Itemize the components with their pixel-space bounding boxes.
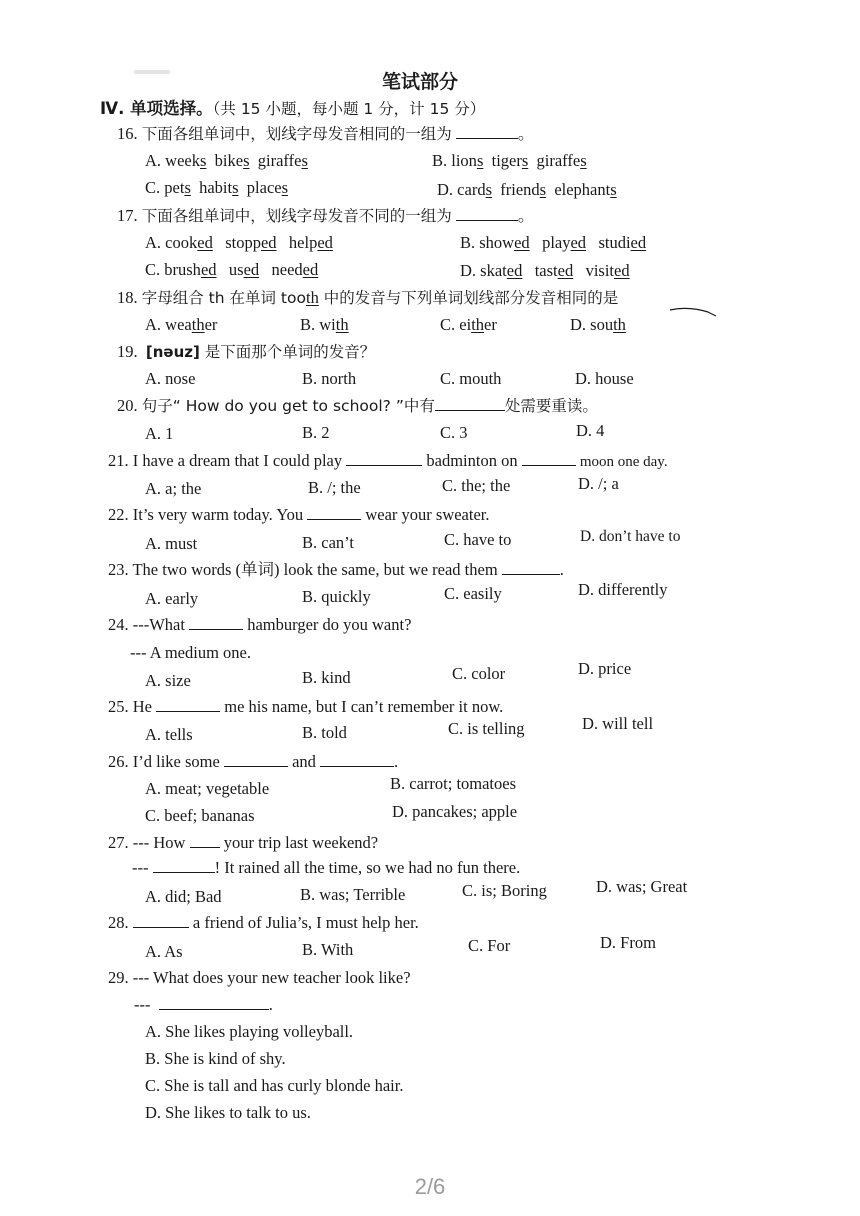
question-29 bbox=[108, 968, 411, 988]
option-29-a: A. She likes playing volleyball. bbox=[145, 1022, 354, 1041]
section-label: Ⅳ. 单项选择。 bbox=[100, 99, 213, 118]
answer-blank bbox=[456, 124, 518, 139]
question-number: 17. bbox=[117, 206, 138, 225]
question-stem-pre: 字母组合 th 在单词 too bbox=[141, 289, 306, 307]
option-29-c: C. She is tall and has curly blonde hair. bbox=[145, 1076, 404, 1095]
option-word: habits bbox=[199, 178, 239, 197]
question-number: 23. bbox=[108, 560, 129, 579]
option-27-a: A. did; Bad bbox=[145, 887, 222, 906]
option-23-d: D. differently bbox=[578, 580, 668, 599]
option-letter: A. bbox=[145, 151, 162, 170]
question-27 bbox=[108, 833, 378, 853]
option-21-b: B. /; the bbox=[308, 478, 361, 497]
option-20-d: D. 4 bbox=[576, 421, 605, 440]
section-header bbox=[100, 99, 485, 119]
question-number: 28. bbox=[108, 913, 129, 932]
option-23-c: C. easily bbox=[444, 584, 502, 603]
question-19 bbox=[117, 342, 375, 362]
option-22-b: B. can’t bbox=[302, 533, 354, 552]
option-17-b bbox=[460, 233, 646, 253]
question-text: I have a dream that I could play bbox=[132, 451, 343, 470]
option-word: helped bbox=[288, 233, 333, 252]
option-word: lions bbox=[451, 151, 484, 170]
question-26 bbox=[108, 752, 398, 772]
answer-blank bbox=[522, 451, 576, 466]
question-number: 21. bbox=[108, 451, 129, 470]
question-number: 16. bbox=[117, 124, 138, 143]
option-18-c: C. either bbox=[440, 315, 497, 334]
answer-blank bbox=[190, 833, 220, 848]
question-23 bbox=[108, 560, 564, 580]
option-17-d bbox=[460, 261, 630, 281]
phonetic: [nəuz] bbox=[145, 343, 200, 361]
option-22-a: A. must bbox=[145, 534, 198, 553]
option-word: bikes bbox=[214, 151, 250, 170]
option-letter: B. bbox=[460, 233, 476, 252]
question-text: me his name, but I can’t remember it now. bbox=[224, 697, 504, 716]
option-25-c: C. is telling bbox=[448, 719, 525, 738]
option-28-b: B. With bbox=[302, 940, 354, 959]
question-text: --- How bbox=[132, 833, 186, 852]
option-20-c: C. 3 bbox=[440, 423, 468, 442]
question-text: --- What does your new teacher look like? bbox=[132, 968, 411, 987]
option-19-d: D. house bbox=[575, 369, 634, 388]
question-number: 22. bbox=[108, 505, 129, 524]
question-end: 。 bbox=[517, 124, 535, 143]
option-28-d: D. From bbox=[600, 933, 656, 952]
option-word: cooked bbox=[165, 233, 213, 252]
answer-blank bbox=[133, 913, 189, 928]
option-16-b bbox=[432, 151, 587, 171]
question-number: 29. bbox=[108, 968, 129, 987]
question-text: a friend of Julia’s, I must help her. bbox=[192, 913, 419, 932]
question-text: badminton on bbox=[426, 451, 518, 470]
question-16 bbox=[117, 124, 534, 144]
answer-blank bbox=[435, 396, 505, 411]
option-26-a: A. meat; vegetable bbox=[145, 779, 270, 798]
option-word: weeks bbox=[165, 151, 207, 170]
question-stem-post: 处需要重读。 bbox=[504, 397, 598, 415]
question-25 bbox=[108, 697, 503, 717]
option-word: skated bbox=[480, 261, 523, 280]
option-28-c: C. For bbox=[468, 936, 511, 955]
option-16-a bbox=[145, 151, 308, 171]
option-letter: D. bbox=[460, 261, 477, 280]
answer-blank bbox=[502, 560, 560, 575]
question-text: and bbox=[292, 752, 316, 771]
option-16-d bbox=[437, 180, 617, 200]
option-26-d: D. pancakes; apple bbox=[392, 802, 518, 821]
question-27-reply: --- ! It rained all the time, so we had no fun there. bbox=[132, 858, 521, 877]
question-21 bbox=[108, 451, 668, 472]
answer-blank bbox=[456, 206, 518, 221]
question-stem: 下面各组单词中，划线字母发音不同的一组为 bbox=[141, 207, 452, 225]
option-word: used bbox=[228, 260, 260, 279]
question-stem: 下面各组单词中，划线字母发音相同的一组为 bbox=[141, 125, 452, 143]
option-27-d: D. was; Great bbox=[596, 877, 688, 896]
option-20-a: A. 1 bbox=[145, 424, 174, 443]
option-letter: D. bbox=[437, 180, 454, 199]
option-letter: C. bbox=[145, 178, 161, 197]
answer-blank bbox=[307, 505, 361, 520]
question-text: It’s very warm today. You bbox=[132, 505, 304, 524]
page-number: 2/6 bbox=[414, 1174, 446, 1199]
option-24-c: C. color bbox=[452, 664, 506, 683]
option-20-b: B. 2 bbox=[302, 423, 330, 442]
option-word: cards bbox=[457, 180, 492, 199]
option-word: places bbox=[246, 178, 289, 197]
option-17-a bbox=[145, 233, 333, 253]
section-note: （共 15 小题，每小题 1 分，计 15 分） bbox=[212, 100, 486, 118]
question-text: your trip last weekend? bbox=[223, 833, 379, 852]
question-18 bbox=[117, 288, 618, 308]
question-20 bbox=[117, 396, 598, 416]
question-end: . bbox=[394, 752, 399, 771]
option-18-b: B. with bbox=[300, 315, 349, 334]
option-word: friends bbox=[500, 180, 547, 199]
option-25-d: D. will tell bbox=[582, 714, 654, 733]
question-number: 25. bbox=[108, 697, 129, 716]
question-28 bbox=[108, 913, 419, 933]
option-word: elephants bbox=[554, 180, 617, 199]
option-18-d: D. south bbox=[570, 315, 626, 334]
option-23-a: A. early bbox=[145, 589, 199, 608]
question-stem-pre: 句子“ How do you get to school? ”中有 bbox=[141, 397, 435, 415]
option-word: studied bbox=[598, 233, 647, 252]
answer-blank bbox=[320, 752, 394, 767]
option-25-b: B. told bbox=[302, 723, 347, 742]
question-text: The two words (单词) look the same, but we read them bbox=[132, 560, 498, 579]
option-21-a: A. a; the bbox=[145, 479, 202, 498]
option-24-b: B. kind bbox=[302, 668, 351, 687]
question-17 bbox=[117, 206, 534, 226]
option-word: giraffes bbox=[257, 151, 308, 170]
question-end: 。 bbox=[517, 206, 535, 225]
option-word: pets bbox=[164, 178, 191, 197]
question-stem-underlined: th bbox=[305, 288, 319, 307]
answer-blank bbox=[159, 995, 269, 1010]
option-23-b: B. quickly bbox=[302, 587, 371, 606]
question-text: He bbox=[132, 697, 152, 716]
option-29-d: D. She likes to talk to us. bbox=[145, 1103, 311, 1122]
option-word: brushed bbox=[164, 260, 217, 279]
option-24-a: A. size bbox=[145, 671, 191, 690]
option-27-b: B. was; Terrible bbox=[300, 885, 406, 904]
option-word: giraffes bbox=[536, 151, 587, 170]
question-stem: 是下面那个单词的发音？ bbox=[199, 343, 376, 361]
option-19-c: C. mouth bbox=[440, 369, 502, 388]
question-number: 18. bbox=[117, 288, 138, 307]
option-18-a: A. weather bbox=[145, 315, 218, 334]
question-stem-post: 中的发音与下列单词划线部分发音相同的是 bbox=[318, 289, 619, 307]
question-22 bbox=[108, 505, 490, 525]
question-number: 20. bbox=[117, 396, 138, 415]
option-word: stopped bbox=[225, 233, 277, 252]
option-27-c: C. is; Boring bbox=[462, 881, 547, 900]
question-text: hamburger do you want? bbox=[247, 615, 412, 634]
option-word: needed bbox=[271, 260, 319, 279]
question-24-reply: --- A medium one. bbox=[130, 643, 251, 662]
answer-blank bbox=[153, 858, 215, 873]
option-word: tigers bbox=[491, 151, 529, 170]
option-21-c: C. the; the bbox=[442, 476, 511, 495]
option-26-c: C. beef; bananas bbox=[145, 806, 255, 825]
question-text: ---What bbox=[132, 615, 185, 634]
option-16-c bbox=[145, 178, 288, 198]
option-25-a: A. tells bbox=[145, 725, 193, 744]
option-28-a: A. As bbox=[145, 942, 183, 961]
answer-blank bbox=[346, 451, 422, 466]
question-24 bbox=[108, 615, 411, 635]
option-19-b: B. north bbox=[302, 369, 357, 388]
option-26-b: B. carrot; tomatoes bbox=[390, 774, 517, 793]
question-end: . bbox=[559, 560, 564, 579]
option-22-d: D. don’t have to bbox=[580, 528, 681, 545]
answer-blank bbox=[189, 615, 243, 630]
option-word: tasted bbox=[534, 261, 574, 280]
question-number: 27. bbox=[108, 833, 129, 852]
page-title: 笔试部分 bbox=[382, 71, 459, 93]
question-text: I’d like some bbox=[132, 752, 220, 771]
question-number: 24. bbox=[108, 615, 129, 634]
option-word: played bbox=[542, 233, 587, 252]
answer-blank bbox=[224, 752, 288, 767]
question-number: 19. bbox=[117, 342, 138, 361]
option-19-a: A. nose bbox=[145, 369, 196, 388]
question-29-reply: --- . bbox=[134, 995, 273, 1014]
option-17-c bbox=[145, 260, 318, 280]
answer-blank bbox=[156, 697, 220, 712]
question-text: wear your sweater. bbox=[365, 505, 490, 524]
option-22-c: C. have to bbox=[444, 530, 512, 549]
option-letter: B. bbox=[432, 151, 448, 170]
option-word: visited bbox=[585, 261, 630, 280]
option-letter: A. bbox=[145, 233, 162, 252]
option-letter: C. bbox=[145, 260, 161, 279]
option-word: showed bbox=[479, 233, 530, 252]
option-24-d: D. price bbox=[578, 659, 632, 678]
question-text: moon one day. bbox=[579, 454, 668, 470]
scan-smudge bbox=[134, 70, 170, 74]
option-29-b: B. She is kind of shy. bbox=[145, 1049, 286, 1068]
answer-blank-stroke bbox=[668, 302, 720, 320]
option-21-d: D. /; a bbox=[578, 474, 619, 493]
question-number: 26. bbox=[108, 752, 129, 771]
